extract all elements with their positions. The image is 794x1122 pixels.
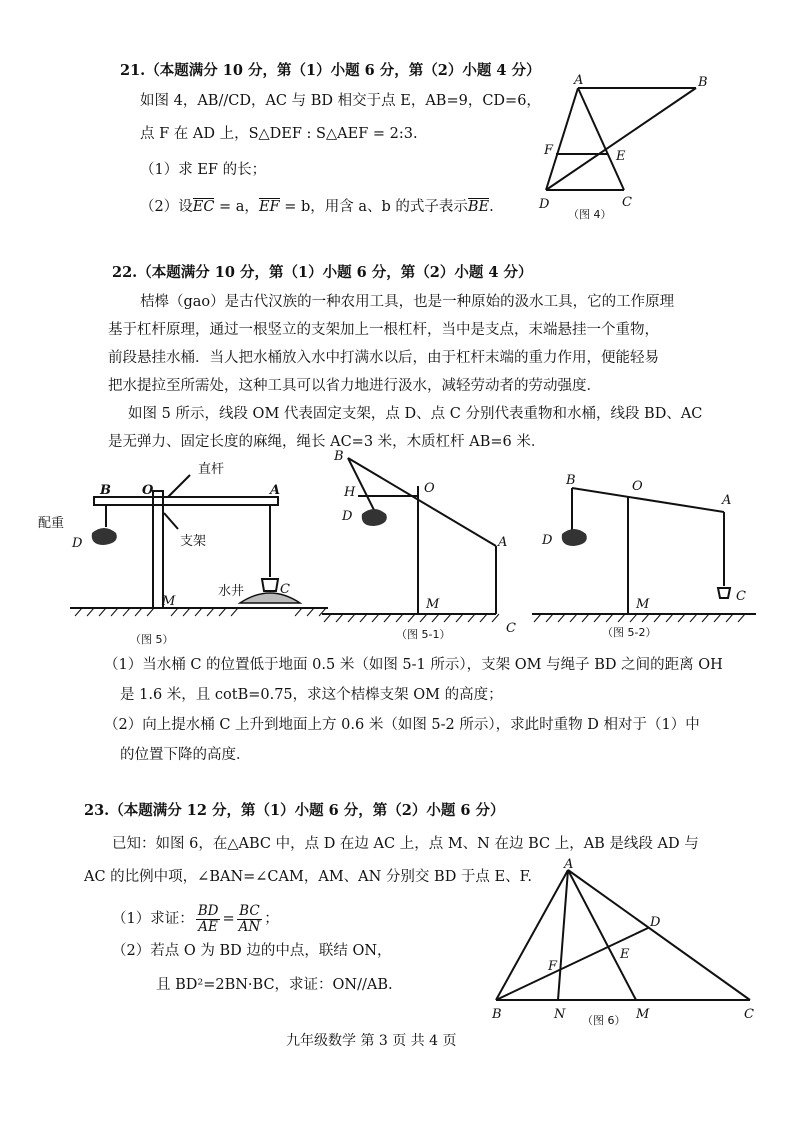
q22-para-line4: 把水提拉至所需处，这种工具可以省力地进行汲水，减轻劳动者的劳动强度． <box>108 378 601 394</box>
fig6-label-C: C <box>744 1007 754 1022</box>
fig6-caption: （图 6） <box>582 1014 626 1027</box>
fig52-caption: （图 5-2） <box>602 626 657 639</box>
q23-part2-line2: 且 BD²=2BN·BC，求证：ON//AB. <box>156 977 393 993</box>
vector-ec: EC <box>192 199 215 215</box>
page-footer: 九年级数学 第 3 页 共 4 页 <box>286 1033 457 1049</box>
fig52-label-M: M <box>636 597 650 612</box>
fig6-label-N: N <box>554 1007 566 1022</box>
vector-be: BE <box>467 199 490 215</box>
q23-line2: AC 的比例中项，∠BAN=∠CAM，AM、AN 分别交 BD 于点 E、F. <box>84 869 533 885</box>
fig51-label-D: D <box>342 509 353 524</box>
fig52-label-O: O <box>632 479 643 494</box>
q21-line1: 如图 4，AB//CD，AC 与 BD 相交于点 E，AB=9，CD=6， <box>140 93 541 109</box>
fig4-label-C: C <box>622 195 632 210</box>
fraction-bd-ae <box>196 904 221 935</box>
fig5-label-O: O <box>142 483 154 498</box>
fig5-label-rod: 直杆 <box>198 462 225 477</box>
fig5-caption: （图 5） <box>130 633 174 646</box>
fig4-caption: （图 4） <box>568 208 612 221</box>
fig5-label-M: M <box>162 594 176 609</box>
fig52-label-C: C <box>736 589 746 604</box>
fig51-label-A: A <box>498 535 508 550</box>
q21-heading: 21.（本题满分 10 分，第（1）小题 6 分，第（2）小题 4 分） <box>120 62 541 79</box>
fig51-caption: （图 5-1） <box>396 628 451 641</box>
fig51-label-H: H <box>344 485 356 500</box>
fraction1-denominator: AE <box>198 918 218 935</box>
fig51-label-C: C <box>506 621 516 636</box>
q22-para-line6: 是无弹力、固定长度的麻绳，绳长 AC=3 米，木质杠杆 AB=6 米． <box>108 434 546 450</box>
fig52-label-A: A <box>722 493 732 508</box>
fig52-label-D: D <box>542 533 553 548</box>
fraction1-numerator: BD <box>197 902 219 919</box>
fig6-label-F: F <box>548 959 558 974</box>
q21-part2-prefix: （2）设 <box>140 199 193 215</box>
fig5-label-C: C <box>280 582 290 597</box>
fig5-label-frame: 支架 <box>180 534 207 549</box>
fig5-label-A: A <box>270 483 281 498</box>
fig4-label-B: B <box>698 75 708 90</box>
q23-part1-end: ； <box>264 911 279 927</box>
q22-part2-line1: （2）向上提水桶 C 上升到地面上方 0.6 米（如图 5-2 所示），求此时重物 D 相对于（1）中 <box>104 717 700 733</box>
figure-5 <box>30 455 330 650</box>
fig4-label-D: D <box>539 197 550 212</box>
q22-part1-line2: 是 1.6 米，且 cotB=0.75，求这个桔槔支架 OM 的高度； <box>120 687 503 703</box>
fig4-label-E: E <box>616 149 626 164</box>
q21-part2-mid2: = b，用含 a、b 的式子表示 <box>279 199 468 215</box>
vector-ef: EF <box>258 199 280 215</box>
fig5-label-B: B <box>100 483 111 498</box>
q22-part1-line1: （1）当水桶 C 的位置低于地面 0.5 米（如图 5-1 所示），支架 OM 与绳子 BD 之间的距离 OH <box>104 657 723 673</box>
fig5-label-weight: 配重 <box>38 516 65 531</box>
q22-para-line5: 如图 5 所示，线段 OM 代表固定支架，点 D、点 C 分别代表重物和水桶，线段 BD、AC <box>128 406 703 422</box>
q23-line1: 已知：如图 6，在△ABC 中，点 D 在边 AC 上，点 M、N 在边 BC 上，AB 是线段 AD 与 <box>112 836 699 852</box>
q22-para-line1: 桔槔（gao）是古代汉族的一种农用工具，也是一种原始的汲水工具，它的工作原理 <box>140 294 675 310</box>
fig4-label-A: A <box>574 73 584 88</box>
fraction2-denominator: AN <box>238 918 261 935</box>
q21-part2-mid1: = a， <box>214 199 259 215</box>
figure-5-2 <box>528 468 758 648</box>
fig51-label-O: O <box>424 481 435 496</box>
q21-part1: （1）求 EF 的长； <box>140 162 267 178</box>
figure-6 <box>486 858 766 1028</box>
q21-line2: 点 F 在 AD 上，S△DEF : S△AEF = 2:3. <box>140 126 418 142</box>
q23-part1-equals: = <box>222 911 235 927</box>
figure-5-1 <box>322 446 522 646</box>
q22-part2-line2: 的位置下降的高度． <box>120 747 251 763</box>
fig52-label-B: B <box>566 473 576 488</box>
fig6-label-E: E <box>620 947 630 962</box>
q22-heading: 22.（本题满分 10 分，第（1）小题 6 分，第（2）小题 4 分） <box>112 264 533 281</box>
q23-part2-line1: （2）若点 O 为 BD 边的中点，联结 ON， <box>112 943 392 959</box>
q22-para-line3: 前段悬挂水桶．当人把水桶放入水中打满水以后，由于杠杆末端的重力作用，便能轻易 <box>108 350 659 366</box>
fig6-label-M: M <box>636 1007 650 1022</box>
fig5-label-D: D <box>72 536 83 551</box>
q21-part2 <box>140 198 494 216</box>
fig4-label-F: F <box>544 143 554 158</box>
fig51-label-M: M <box>426 597 440 612</box>
q23-part1-prefix: （1）求证： <box>112 911 194 927</box>
fraction-bc-an <box>237 904 263 935</box>
fig5-label-well: 水井 <box>218 584 245 599</box>
fig51-label-B: B <box>334 449 344 464</box>
fig6-label-D: D <box>650 915 661 930</box>
fraction2-numerator: BC <box>237 904 263 920</box>
figure-4 <box>530 72 720 232</box>
fig6-label-A: A <box>564 857 574 872</box>
q22-para-line2: 基于杠杆原理，通过一根竖立的支架加上一根杠杆，当中是支点，末端悬挂一个重物， <box>108 322 659 338</box>
q23-heading: 23.（本题满分 12 分，第（1）小题 6 分，第（2）小题 6 分） <box>84 802 505 819</box>
fig6-label-B: B <box>492 1007 502 1022</box>
q23-part1 <box>112 898 279 940</box>
q21-part2-end: . <box>489 199 494 215</box>
